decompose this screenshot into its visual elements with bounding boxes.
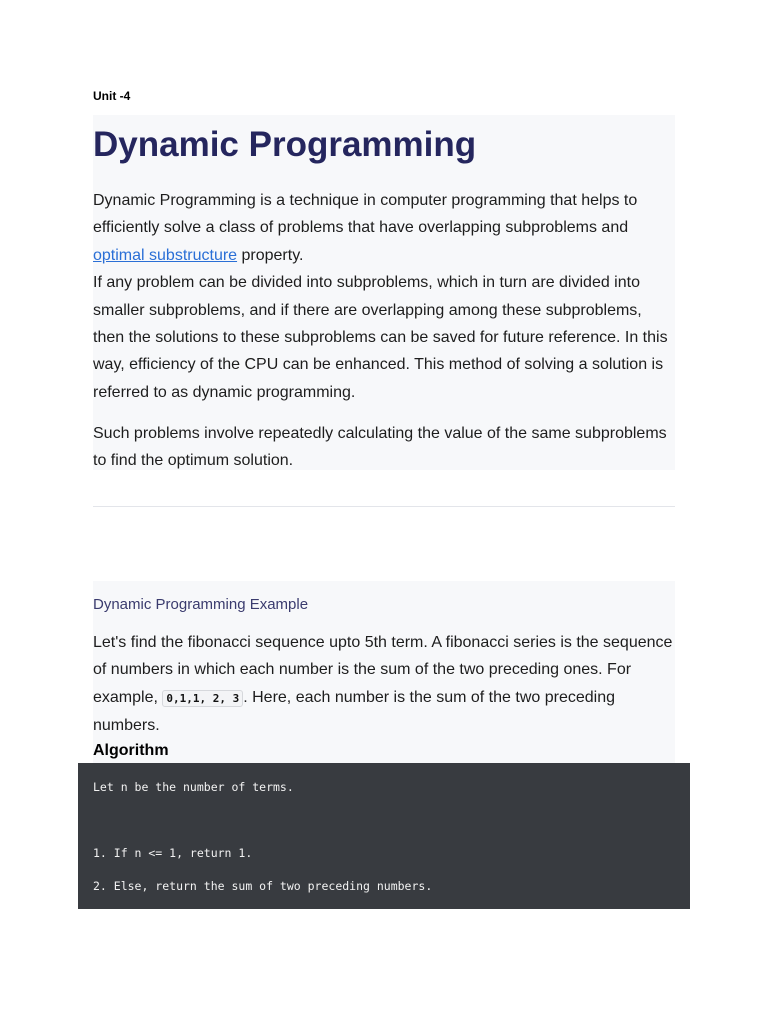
algorithm-heading: Algorithm: [93, 742, 169, 759]
algorithm-code-block: [78, 763, 690, 909]
page-title: Dynamic Programming: [93, 125, 477, 164]
example-section: [93, 581, 675, 763]
intro-continuation: If any problem can be divided into subproblems, which in turn are divided into smaller subproblems, and if there are overlapping among these subproblems, then the solutions to these subproblems can be saved for future reference. In this way, efficiency of the CPU can be enhanced. This method of solving a solution is referred to as dynamic programming.: [93, 274, 668, 401]
example-text-start: Let's find the fibonacci sequence upto 5th term. A fibonacci series is the sequence of numbers in which each number is the sum of the two preceding ones. For example,: [93, 634, 673, 706]
unit-label: Unit -4: [93, 89, 131, 103]
example-text-end: . Here, each number is the sum of the two preceding numbers.: [93, 688, 615, 735]
intro-section: [93, 115, 675, 470]
intro-text-start: Dynamic Programming is a technique in computer programming that helps to efficiently solve a class of problems that have overlapping subproblems and: [93, 192, 638, 237]
section-divider: [93, 506, 675, 507]
intro-text-end: property.: [237, 246, 304, 264]
fibonacci-inline-code: 0,1,1, 2, 3: [162, 690, 243, 707]
code-line: 2. Else, return the sum of two preceding numbers.: [93, 879, 433, 893]
code-line: Let n be the number of terms.: [93, 780, 294, 794]
optimal-substructure-link[interactable]: optimal substructure: [93, 246, 238, 264]
intro-paragraph: [93, 187, 675, 406]
code-line: 1. If n <= 1, return 1.: [93, 846, 253, 860]
example-paragraph: [93, 629, 675, 740]
example-heading: Dynamic Programming Example: [93, 596, 309, 613]
second-paragraph: Such problems involve repeatedly calculating the value of the same subproblems to find the optimum solution.: [93, 425, 667, 470]
